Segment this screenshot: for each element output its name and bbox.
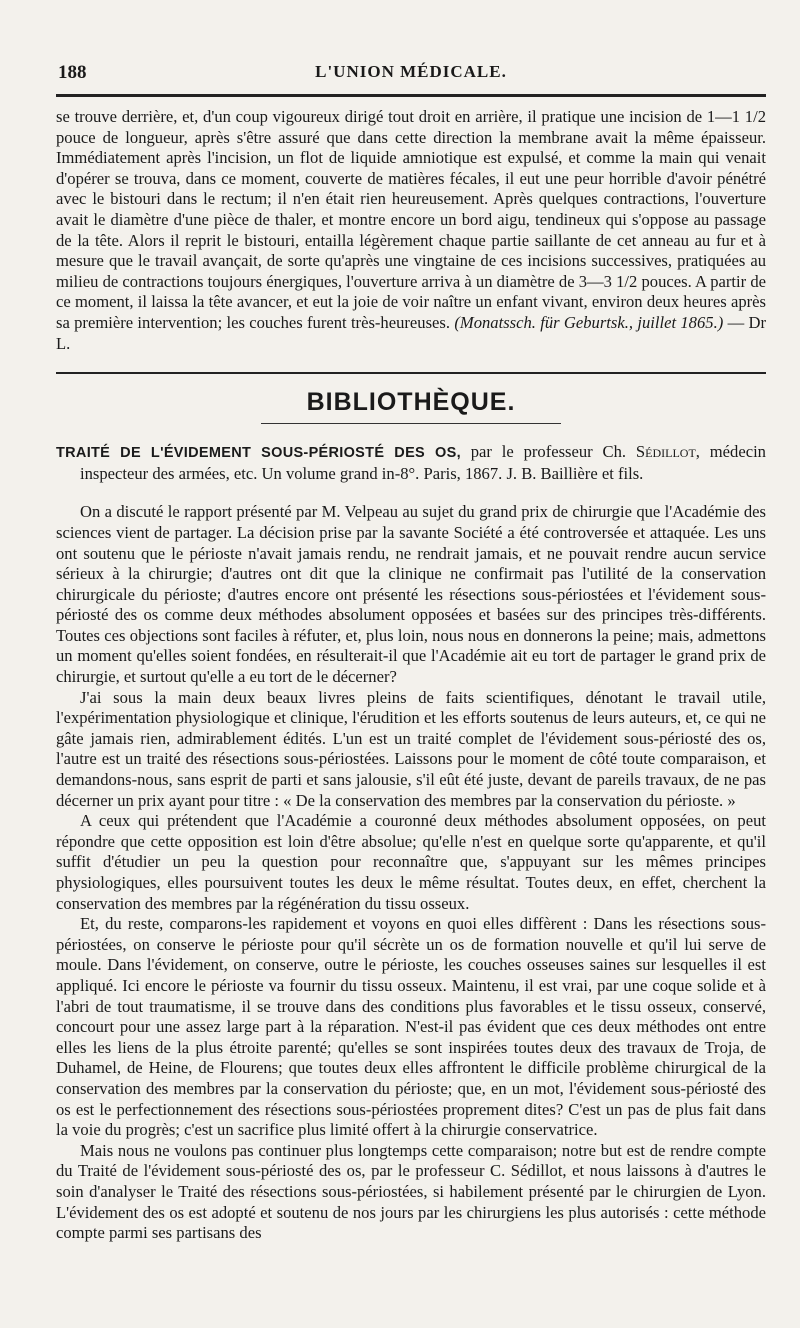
body-paragraph: On a discuté le rapport présenté par M. Velpeau au sujet du grand prix de chirurgie que l'Académie des sciences vient de partager. La décision prise par la savante Société a été controversée et attaquée. Les uns ont soutenu que le périoste n'avait jamais rendu, ne rendrait jamais, et ne pouvait rendre aucun service sérieux à la chirurgie; d'autres ont dit que la clinique ne confirmait pas l'utilité de la conservation chirurgicale du périoste; d'autres encore ont présenté les résections sous-périostées et l'évidement sous-périosté des os comme deux méthodes absolument opposées et basées sur des principes très-différents. Toutes ces objections sont faciles à réfuter, et, plus loin, nous nous en donnerons la peine; mais, admettons un moment qu'elles soient fondées, en résulterait-il que l'Académie ait eu tort de partager le grand prix de chirurgie, et surtout qu'elle a eu tort de le décerner? <box>56 502 766 687</box>
author-signature: — Dr L. <box>56 312 766 353</box>
author-name: Sédillot <box>635 442 696 462</box>
review-body <box>56 502 766 1243</box>
heading-underline <box>261 423 561 424</box>
continued-article <box>56 107 766 354</box>
body-paragraph: Et, du reste, comparons-les rapidement et voyons en quoi elles diffèrent : Dans les résections sous-périostées, on conserve le périoste pour qu'il sécrète un os de formation nouvelle et qu'il lui serve de moule. Dans l'évidement, on conserve, outre le périoste, les couches osseuses saines sur lesquelles il est appliqué. Ici encore le périoste va fournir du tissu osseux. Maintenu, il est vrai, par une coque solide et à l'abri de tout traumatisme, il se trouve dans des conditions plus favorables et le tissu osseux, conservé, concourt pour une assez large part à la réparation. N'est-il pas évident que ces deux méthodes ont entre elles les liens de la plus étroite parenté; qu'elles se sont inspirées toutes deux des travaux de Troja, de Duhamel, de Heine, de Flourens; que toutes deux elles affrontent le difficile problème chirurgical de la conservation des membres par la conservation du périoste; que, en un mot, l'évidement sous-périosté des os est le perfectionnement des résections sous-périostées proprement dites? C'est un pas de plus fait dans la voie du progrès; c'est un sacrifice plus limité offert à la chirurgie conservatrice. <box>56 914 766 1140</box>
running-head <box>56 58 766 88</box>
page-number: 188 <box>58 62 87 83</box>
header-rule <box>56 94 766 97</box>
work-title: TRAITÉ DE L'ÉVIDEMENT SOUS-PÉRIOSTÉ DES OS, <box>56 445 461 462</box>
source-citation: (Monatssch. für Geburtsk., juillet 1865.) <box>454 312 724 332</box>
author-prefix: par le professeur Ch. <box>470 442 627 462</box>
journal-title: L'UNION MÉDICALE. <box>315 62 507 81</box>
body-paragraph: A ceux qui prétendent que l'Académie a couronné deux méthodes absolument opposées, on peut répondre que cette opposition est loin d'être absolue; qu'elle n'est en quelque sorte qu'apparente, et qu'il suffit d'étudier un peu la question pour reconnaître que, s'appuyant sur les mêmes principes physiologiques, elles poursuivent toutes les deux le même résultat. Toutes deux, en effet, cherchent la conservation des membres par la régénération du tissu osseux. <box>56 811 766 913</box>
continued-paragraph <box>56 107 766 354</box>
publication-details: , médecin inspecteur des armées, etc. Un volume grand in-8°. Paris, 1867. J. B. Baillière et fils. <box>80 442 766 483</box>
body-paragraph: Mais nous ne voulons pas continuer plus longtemps cette comparaison; notre but est de rendre compte du Traité de l'évidement sous-périosté des os, par le professeur C. Sédillot, et nous laissons à d'autres le soin d'analyser le Traité des résections sous-périostées, si habilement présenté par le chirurgien de Lyon. L'évidement des os est adopté et soutenu de nos jours par les chirurgiens les plus autorisés : cette méthode compte parmi ses partisans des <box>56 1140 766 1243</box>
body-paragraph: J'ai sous la main deux beaux livres pleins de faits scientifiques, dénotant le travail utile, l'expérimentation physiologique et clinique, l'érudition et les efforts soutenus de leurs auteurs, et, ce qui ne gâte jamais rien, admirablement édités. L'un est un traité complet de l'évidement sous-périosté des os, l'autre est un traité des résections sous-périostées. Laissons pour le moment de côté toute comparaison, et demandons-nous, sans esprit de parti et sans jalousie, s'il eût été juste, devant de pareils travaux, de ne pas décerner un prix ayant pour titre : « De la conservation des membres par la conservation du périoste. » <box>56 687 766 810</box>
continued-text: se trouve derrière, et, d'un coup vigoureux dirigé tout droit en arrière, il pratique une incision de 1—1 1/2 pouce de longueur, après s'être assuré que dans cette direction la membrane avait la même épaisseur. Immédiatement après l'incision, un flot de liquide amniotique est expulsé, et comme la main qui venait d'opérer se trouva, dans ce moment, couverte de matières fécales, il eut une peur horrible d'avoir pénétré avec le bistouri dans le rectum; il n'en était rien heureusement. Après quelques contractions, l'ouverture avait le diamètre d'une pièce de thaler, et montre encore un bord aigu, tendineux qui s'oppose au passage de la tête. Alors il reprit le bistouri, entailla légèrement chaque partie saillante de cet anneau au fur et à mesure que le travail avançait, de sorte qu'après une vingtaine de ces incisions successives, pratiquées au milieu de contractions toujours énergiques, l'ouverture arriva à un diamètre de 3—3 1/2 pouces. A partir de ce moment, il laissa la tête avancer, et eut la joie de voir naître un enfant vivant, environ deux heures après sa première intervention; les couches furent très-heureuses. <box>56 107 766 332</box>
section-heading: BIBLIOTHÈQUE. <box>306 388 516 417</box>
section-divider <box>56 372 766 374</box>
review-title-block <box>56 442 766 484</box>
